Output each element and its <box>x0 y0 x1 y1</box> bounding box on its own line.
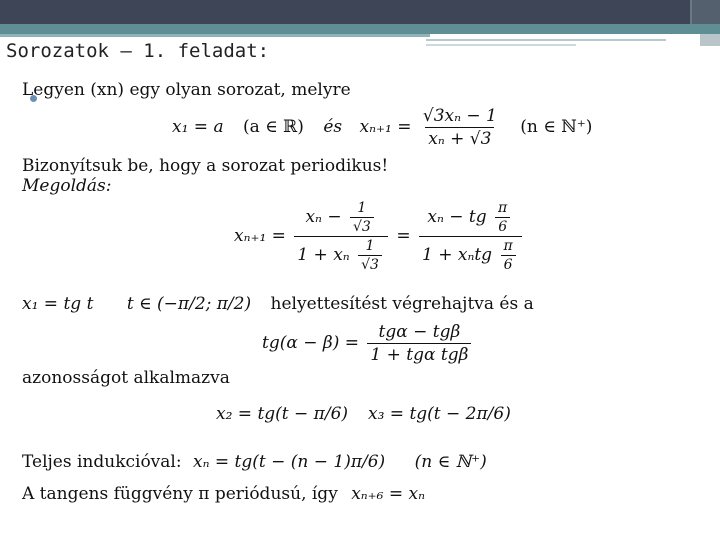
prove-statement: Bizonyítsuk be, hogy a sorozat periodikus! <box>22 156 389 176</box>
step1-left-numerator <box>302 200 379 236</box>
step1-right-fraction <box>419 200 522 273</box>
six-denominator: 6 <box>495 217 510 235</box>
step1-equals: = <box>396 226 411 246</box>
six-denominator-2: 6 <box>501 255 516 273</box>
es-word: és <box>323 117 343 137</box>
recurrence-fraction <box>420 106 500 149</box>
header-rule-thin-2 <box>426 44 576 46</box>
step1-den-right-text: 1 + xₙtg <box>421 245 493 265</box>
step1-num-right-text: xₙ − tg <box>427 207 487 227</box>
tangent-identity <box>262 322 474 365</box>
header-rule-thin <box>426 39 666 41</box>
step1-right-numerator <box>424 200 516 236</box>
induction-condition: (n ∈ ℕ⁺) <box>414 452 487 472</box>
top-bar-accent <box>690 0 720 24</box>
pi-six-fraction <box>495 200 510 235</box>
conclusion-text: A tangens függvény π periódusú, így <box>22 484 338 504</box>
step1-left-fraction <box>294 200 388 273</box>
induction-label: Teljes indukcióval: <box>22 452 182 472</box>
intro-text: Legyen (xn) egy olyan sorozat, melyre <box>22 80 351 100</box>
substitution-text: helyettesítést végrehajtva és a <box>270 294 534 314</box>
apply-text: azonosságot alkalmazva <box>22 368 230 388</box>
t-interval: t ∈ (−π/2; π/2) <box>126 294 252 314</box>
recurrence-numerator: √3xₙ − 1 <box>422 106 497 126</box>
recurrence-denominator: xₙ + √3 <box>425 127 494 149</box>
induction-line <box>22 452 487 472</box>
pi-numerator-2: π <box>503 238 513 254</box>
n-condition: (n ∈ ℕ⁺) <box>520 117 593 137</box>
x1-substitution: x₁ = tg t <box>22 294 94 314</box>
periodicity-result: xₙ₊₆ = xₙ <box>351 484 425 504</box>
header-rule-light <box>0 34 430 37</box>
inner-denominator-2: √3 <box>358 255 382 273</box>
xn1-lhs: xₙ₊₁ = <box>359 117 412 137</box>
step1-num-left-text: xₙ − <box>305 207 342 227</box>
identity-fraction <box>367 322 471 365</box>
pi-six-fraction-2 <box>500 238 515 273</box>
inner-numerator-2: 1 <box>365 238 375 254</box>
inner-numerator: 1 <box>357 200 367 216</box>
identity-denominator: 1 + tgα tgβ <box>367 343 471 365</box>
pi-numerator: π <box>498 200 508 216</box>
step1-equation <box>234 200 525 273</box>
top-bar <box>0 0 720 24</box>
slide-title: Sorozatok – 1. feladat: <box>6 40 270 62</box>
inner-denominator: √3 <box>350 217 374 235</box>
step1-left-denominator <box>294 236 388 273</box>
recurrence-line <box>172 106 592 149</box>
x2-value: x₂ = tg(t − π/6) <box>216 404 349 424</box>
a-condition: (a ∈ ℝ) <box>243 117 304 137</box>
substitution-line <box>22 294 534 314</box>
solution-label: Megoldás: <box>22 176 112 196</box>
inner-fraction <box>350 200 374 235</box>
step1-right-denominator <box>419 236 522 273</box>
header-corner-block <box>700 34 720 46</box>
conclusion-line <box>22 484 425 504</box>
step1-den-left-text: 1 + xₙ <box>297 245 350 265</box>
identity-numerator: tgα − tgβ <box>378 322 461 342</box>
inner-fraction-2 <box>358 238 382 273</box>
x1-definition: x₁ = a <box>172 117 224 137</box>
header-rule <box>0 24 720 34</box>
identity-lhs: tg(α − β) = <box>262 333 359 353</box>
x3-value: x₃ = tg(t − 2π/6) <box>368 404 511 424</box>
induction-formula: xₙ = tg(t − (n − 1)π/6) <box>193 452 386 472</box>
step1-lhs: xₙ₊₁ = <box>234 226 286 246</box>
